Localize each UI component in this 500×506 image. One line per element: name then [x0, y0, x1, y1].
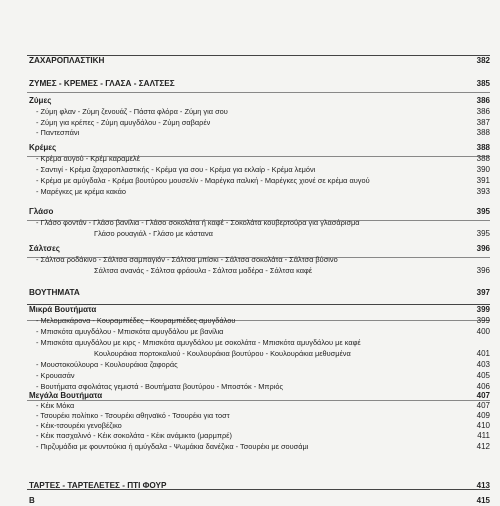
toc-entry-title: ΖΥΜΕΣ - ΚΡΕΜΕΣ - ΓΛΑΣΑ - ΣΑΛΤΣΕΣ	[29, 79, 175, 88]
toc-entry-title: Μικρά Βουτήματα	[29, 305, 97, 314]
toc-entry-title: - Κρουασάν	[36, 371, 75, 380]
toc-entry-item	[0, 118, 500, 128]
toc-entry-page: 409	[476, 411, 490, 420]
toc-entry-title: Γλάσο	[29, 207, 54, 216]
toc-entry-page: 400	[476, 327, 490, 336]
toc-entry-page: 391	[476, 176, 490, 185]
toc-entry-title: Μεγάλα Βουτήματα	[29, 391, 103, 400]
toc-entry-page: 395	[476, 229, 490, 238]
toc-entry-major	[0, 288, 500, 298]
toc-entry-page: 397	[476, 288, 490, 297]
toc-entry-page: 399	[476, 305, 490, 314]
toc-entry-item	[0, 338, 500, 348]
toc-entry-item	[0, 107, 500, 117]
toc-entry-page: 396	[476, 244, 490, 253]
toc-entry-item	[0, 187, 500, 197]
toc-entry-title: Κουλουράκια πορτοκαλιού - Κουλουράκια βουτύρου - Κουλουράκια μεθυσμένα	[94, 349, 351, 358]
toc-entry-title: - Σαντιγί - Κρέμα ζαχαροπλαστικής - Κρέμα για σου - Κρέμα για εκλαίρ - Κρέμα λεμόνι	[36, 165, 316, 174]
toc-entry-sub	[0, 207, 500, 217]
toc-entry-title: - Ζύμη για κρέπες - Ζύμη αμυγδάλου - Ζύμη σαβαρέν	[36, 118, 211, 127]
toc-entry-item	[0, 154, 500, 164]
toc-entry-sub	[0, 305, 500, 315]
toc-entry-item	[0, 327, 500, 337]
toc-entry-title: Κρέμες	[29, 143, 57, 152]
toc-entry-item	[0, 218, 500, 228]
toc-entry-cont	[0, 229, 500, 239]
toc-entry-page: 403	[476, 360, 490, 369]
toc-entry-sub	[0, 143, 500, 153]
toc-entry-major	[0, 481, 500, 491]
toc-entry-cont	[0, 349, 500, 359]
toc-entry-item	[0, 165, 500, 175]
toc-entry-item	[0, 401, 500, 411]
toc-entry-sub	[0, 244, 500, 254]
toc-entry-title: - Κέικ-τσουρέκι γενοβέζικο	[36, 421, 122, 430]
toc-entry-title: - Γλάσο φοντάν - Γλάσο βανίλια - Γλάσο σοκολάτα ή καφέ - Σοκολάτα κουβερτούρα για γλασάρισμα	[36, 218, 360, 227]
toc-entry-title: Β	[29, 496, 35, 505]
toc-entry-title: - Μπισκότα αμυγδάλου - Μπισκότα αμυγδάλου με βανίλια	[36, 327, 224, 336]
toc-entry-title: - Κέικ πασχαλινό - Κέικ σοκολάτα - Κέικ ανάμικτο (μαρμπρέ)	[36, 431, 232, 440]
toc-entry-major	[0, 56, 500, 66]
toc-entry-page: 410	[476, 421, 490, 430]
toc-entry-title: - Μουστοκούλουρα - Κουλουράκια ζαφοράς	[36, 360, 178, 369]
toc-entry-page: 407	[476, 401, 490, 410]
toc-entry-title: - Μαρέγκες με κρέμα κακάο	[36, 187, 126, 196]
toc-entry-major	[0, 79, 500, 89]
toc-entry-title: Σάλτσες	[29, 244, 60, 253]
toc-entry-page: 388	[476, 154, 490, 163]
toc-entry-item	[0, 316, 500, 326]
toc-entry-item	[0, 431, 500, 441]
toc-entry-page: 405	[476, 371, 490, 380]
toc-entry-page: 385	[476, 79, 490, 88]
toc-entry-page: 412	[476, 442, 490, 451]
toc-entry-page: 413	[476, 481, 490, 490]
toc-entry-sub	[0, 391, 500, 401]
toc-entry-title: - Μπισκότα αμυγδάλου με κιρς - Μπισκότα αμυγδάλου με σοκολάτα - Μπισκότα αμυγδάλου με καφέ	[36, 338, 361, 347]
toc-entry-item	[0, 176, 500, 186]
toc-entry-title: - Ζύμη φλαν - Ζύμη ζενουάζ - Πάστα φλόρα - Ζύμη για σου	[36, 107, 228, 116]
toc-entry-page: 382	[476, 56, 490, 65]
toc-entry-sub	[0, 496, 500, 506]
toc-entry-title: - Κρέμα αυγού - Κρέμ καραμελέ	[36, 154, 140, 163]
toc-entry-page: 407	[476, 391, 490, 400]
toc-entry-item	[0, 128, 500, 138]
toc-entry-page: 399	[476, 316, 490, 325]
toc-entry-title: Ζύμες	[29, 96, 52, 105]
toc-entry-item	[0, 442, 500, 452]
toc-entry-item	[0, 255, 500, 265]
toc-entry-page: 387	[476, 118, 490, 127]
toc-entry-page: 388	[476, 143, 490, 152]
toc-entry-page: 406	[476, 382, 490, 391]
toc-entry-item	[0, 421, 500, 431]
toc-entry-item	[0, 371, 500, 381]
toc-entry-title: - Βουτήματα σφολιάτας γεμιστά - Βουτήματα βουτύρου - Μποστόκ - Μπριός	[36, 382, 284, 391]
toc-entry-page: 390	[476, 165, 490, 174]
toc-entry-title: ΖΑΧΑΡΟΠΛΑΣΤΙΚΗ	[29, 56, 105, 65]
toc-entry-page: 386	[476, 96, 490, 105]
toc-entry-page: 396	[476, 266, 490, 275]
toc-entry-title: ΒΟΥΤΗΜΑΤΑ	[29, 288, 80, 297]
toc-entry-page: 386	[476, 107, 490, 116]
toc-entry-title: - Τσουρέκι πολίτικο - Τσουρέκι αθηναϊκό - Τσουρέκι για τοστ	[36, 411, 230, 420]
toc-entry-cont	[0, 266, 500, 276]
toc-entry-title: ΤΑΡΤΕΣ - ΤΑΡΤΕΛΕΤΕΣ - ΠΤΙ ΦΟΥΡ	[29, 481, 167, 490]
toc-entry-title: - Μελομακάρονα - Κουραμπιέδες - Κουραμπιέδες αμυγδάλου	[36, 316, 236, 325]
toc-entry-sub	[0, 96, 500, 106]
toc-entry-item	[0, 411, 500, 421]
toc-entry-page: 388	[476, 128, 490, 137]
toc-entry-title: Γλάσο ρουαγιάλ - Γλάσο με κάστανα	[94, 229, 213, 238]
toc-entry-title: - Παντεσπάνι	[36, 128, 80, 137]
toc-entry-page: 395	[476, 207, 490, 216]
toc-entry-title: - Κρέμα με αμύγδαλα - Κρέμα βουτύρου μουσελίν - Μαρέγκα ιταλική - Μαρέγκες χιονέ σε κρέμα αυγού	[36, 176, 370, 185]
toc-entry-page: 415	[476, 496, 490, 505]
toc-entry-title: - Κέικ Μόκα	[36, 401, 75, 410]
toc-entry-item	[0, 360, 500, 370]
toc-entry-page: 411	[477, 431, 490, 440]
toc-entry-title: Σάλτσα ανανάς - Σάλτσα φράουλα - Σάλτσα μαδέρα - Σάλτσα καφέ	[94, 266, 313, 275]
toc-entry-page: 393	[476, 187, 490, 196]
toc-entry-page: 401	[476, 349, 490, 358]
toc-entry-title: - Πιρζυμάδια με φουντούκια ή αμύγδαλα - Ψωμάκια δανέζικα - Τσουρέκι με σουσάμι	[36, 442, 309, 451]
heading-underline	[27, 92, 490, 93]
toc-entry-title: - Σάλτσα ροδάκινο - Σάλτσα σαμπαγιόν - Σάλτσα μπίσκι - Σάλτσα σοκολάτα - Σάλτσα βύσινο	[36, 255, 338, 264]
